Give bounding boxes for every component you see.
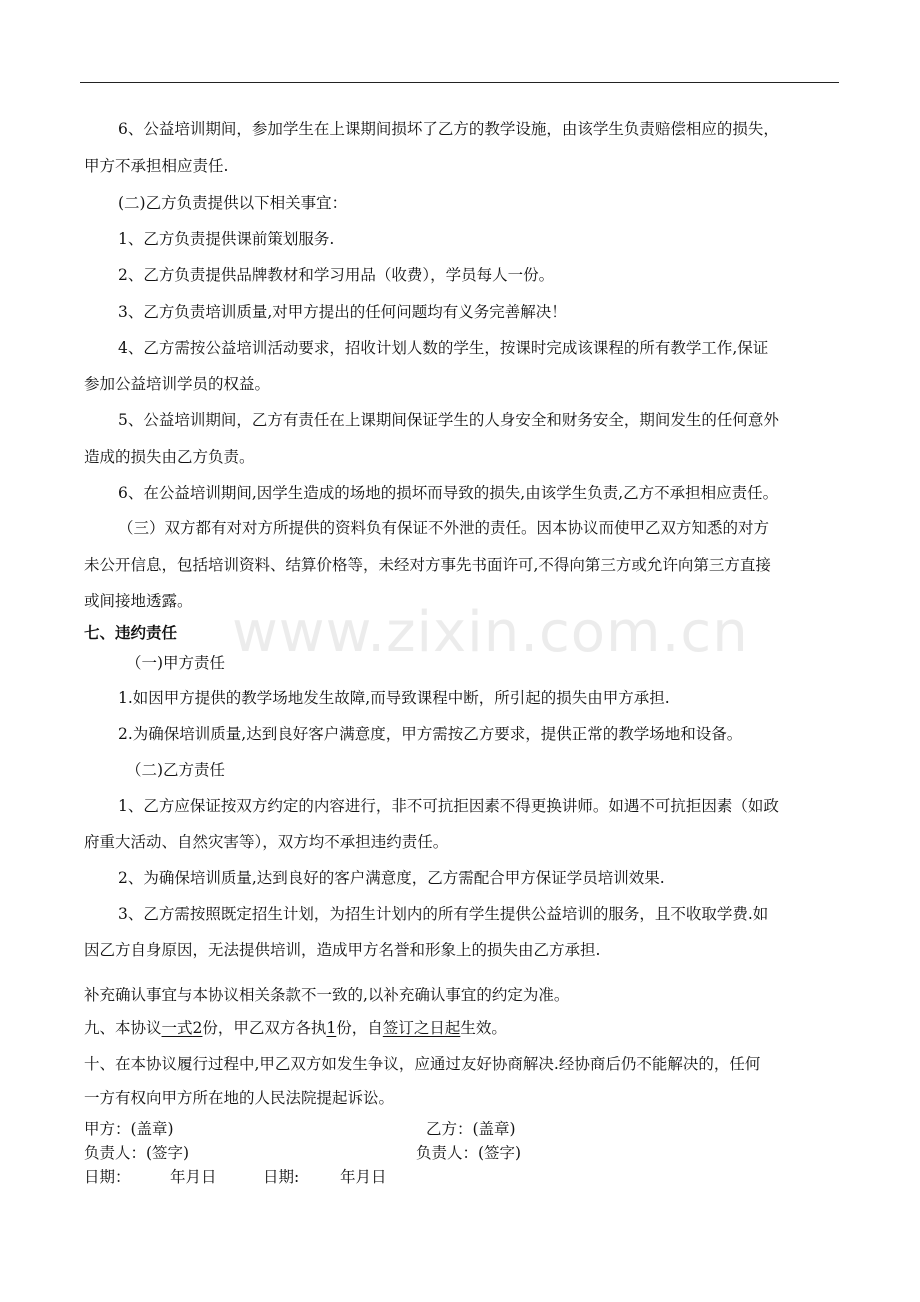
paragraph: 一方有权向甲方所在地的人民法院提起诉讼。	[84, 1089, 395, 1107]
paragraph: 造成的损失由乙方负责。	[84, 448, 255, 466]
paragraph: 1、乙方应保证按双方约定的内容进行，非不可抗拒因素不得更换讲师。如遇不可抗拒因素（如政	[118, 797, 779, 815]
paragraph: 5、公益培训期间，乙方有责任在上课期间保证学生的人身安全和财务安全，期间发生的任何意外	[118, 411, 779, 429]
paragraph: 参加公益培训学员的权益。	[84, 375, 271, 393]
underlined-text: 一式	[161, 1019, 193, 1037]
paragraph: 1.如因甲方提供的教学场地发生故障,而导致课程中断，所引起的损失由甲方承担.	[118, 689, 670, 707]
paragraph: 因乙方自身原因，无法提供培训，造成甲方名誉和形象上的损失由乙方承担.	[84, 941, 601, 959]
paragraph: 府重大活动、自然灾害等），双方均不承担违约责任。	[84, 833, 449, 851]
party-b-seal: 乙方：(盖章)	[426, 1120, 516, 1138]
header-rule	[80, 82, 839, 83]
party-a-seal: 甲方：(盖章)	[84, 1120, 174, 1138]
paragraph: 甲方不承担相应责任.	[84, 157, 229, 175]
underlined-number: 2	[192, 1019, 203, 1037]
paragraph: 2、乙方负责提供品牌教材和学习用品（收费），学员每人一份。	[118, 266, 555, 284]
paragraph: 未公开信息，包括培训资料、结算价格等，未经对方事先书面许可,不得向第三方或允许向第三方直接	[84, 556, 771, 574]
paragraph: 6、在公益培训期间,因学生造成的场地的损坏而导致的损失,由该学生负责,乙方不承担相应责任。	[118, 484, 779, 502]
watermark: www.zixin.com.cn	[232, 600, 749, 665]
clause-text: 份，甲乙双方各执	[202, 1019, 327, 1037]
date-a-label: 日期：	[84, 1168, 131, 1186]
clause-text: 九、本协议	[84, 1019, 162, 1037]
date-a-value: 年月日	[170, 1168, 217, 1186]
party-a-representative: 负责人：(签字)	[84, 1144, 190, 1162]
paragraph: 或间接地透露。	[84, 592, 193, 610]
paragraph: 补充确认事宜与本协议相关条款不一致的,以补充确认事宜的约定为准。	[84, 986, 570, 1004]
paragraph: 6、公益培训期间，参加学生在上课期间损坏了乙方的教学设施，由该学生负责赔偿相应的损失，	[118, 120, 779, 138]
date-b-value: 年月日	[340, 1168, 387, 1186]
date-b-label: 日期:	[263, 1168, 300, 1186]
paragraph: 2.为确保培训质量,达到良好客户满意度，甲方需按乙方要求，提供正常的教学场地和设备。	[118, 725, 743, 743]
clause-text: 生效。	[460, 1019, 507, 1037]
sub-heading: （一)甲方责任	[126, 654, 226, 672]
sub-heading: （二)乙方责任	[126, 761, 226, 779]
party-b-representative: 负责人：(签字)	[416, 1144, 522, 1162]
paragraph: 2、为确保培训质量,达到良好的客户满意度，乙方需配合甲方保证学员培训效果.	[118, 869, 665, 887]
paragraph: （三）双方都有对对方所提供的资料负有保证不外泄的责任。因本协议而使甲乙双方知悉的对方	[118, 519, 770, 537]
paragraph: (二)乙方负责提供以下相关事宜：	[118, 194, 348, 212]
underlined-text: 签订之日起	[382, 1019, 461, 1037]
underlined-number: 1	[326, 1019, 337, 1037]
paragraph: 3、乙方负责培训质量,对甲方提出的任何问题均有义务完善解决！	[118, 303, 567, 321]
paragraph: 1、乙方负责提供课前策划服务.	[118, 230, 335, 248]
section-heading: 七、违约责任	[84, 624, 178, 642]
paragraph: 3、乙方需按照既定招生计划，为招生计划内的所有学生提供公益培训的服务，且不收取学费.如	[118, 905, 769, 923]
paragraph: 4、乙方需按公益培训活动要求，招收计划人数的学生，按课时完成该课程的所有教学工作,保证	[118, 339, 769, 357]
clause-text: 份，自	[336, 1019, 383, 1037]
paragraph: 十、在本协议履行过程中,甲乙双方如发生争议，应通过友好协商解决.经协商后仍不能解决的，任何	[84, 1055, 761, 1073]
clause-nine	[84, 1018, 842, 1038]
